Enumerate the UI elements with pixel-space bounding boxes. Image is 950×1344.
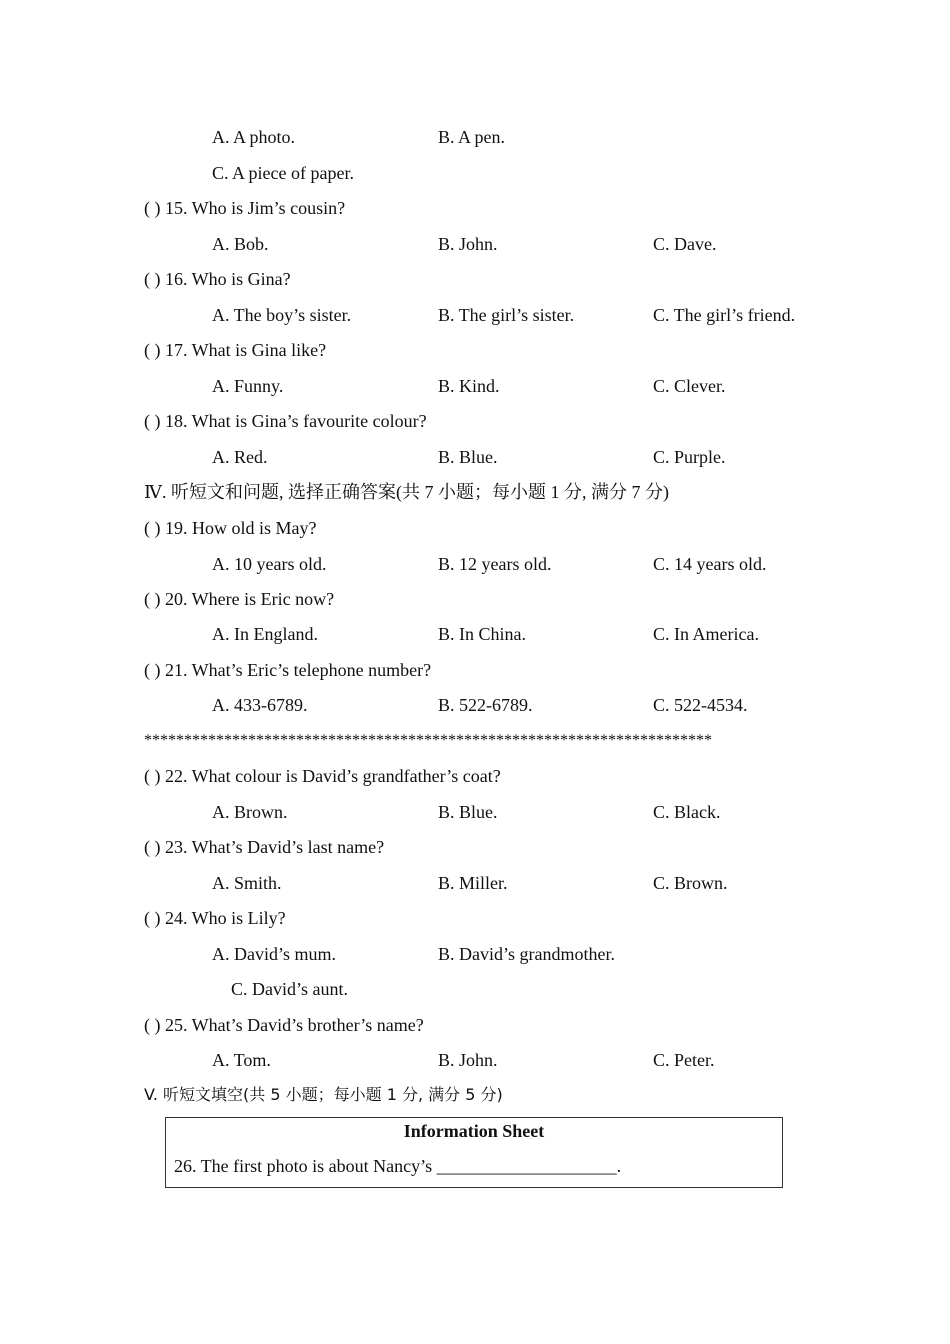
q16-option-b: B. The girl’s sister. bbox=[438, 305, 575, 325]
q21-option-b: B. 522-6789. bbox=[438, 695, 533, 715]
q14-option-b: B. A pen. bbox=[438, 127, 506, 147]
q17-stem: ( ) 17. What is Gina like? bbox=[144, 340, 327, 360]
q15-option-b: B. John. bbox=[438, 234, 498, 254]
q25-option-b: B. John. bbox=[438, 1050, 498, 1070]
q17-option-c: C. Clever. bbox=[653, 376, 726, 396]
q25-stem: ( ) 25. What’s David’s brother’s name? bbox=[144, 1015, 424, 1035]
information-sheet-title: Information Sheet bbox=[403, 1121, 545, 1141]
q21-stem: ( ) 21. What’s Eric’s telephone number? bbox=[144, 660, 432, 680]
q18-option-b: B. Blue. bbox=[438, 447, 498, 467]
q24-option-b: B. David’s grandmother. bbox=[438, 944, 615, 964]
q16-stem: ( ) 16. Who is Gina? bbox=[144, 269, 291, 289]
q15-option-a: A. Bob. bbox=[212, 234, 269, 254]
q23-option-a: A. Smith. bbox=[212, 873, 282, 893]
section-5-heading: V. 听短文填空(共 5 小题；每小题 1 分, 满分 5 分) bbox=[144, 1085, 503, 1104]
q14-option-a: A. A photo. bbox=[212, 127, 296, 147]
q20-option-a: A. In England. bbox=[212, 624, 318, 644]
q25-option-c: C. Peter. bbox=[653, 1050, 715, 1070]
q19-option-c: C. 14 years old. bbox=[653, 554, 767, 574]
q26-fill-in-line: 26. The first photo is about Nancy’s ____________________. bbox=[174, 1156, 622, 1176]
q24-stem: ( ) 24. Who is Lily? bbox=[144, 908, 286, 928]
asterisk-separator: *********************************************************************** bbox=[144, 732, 712, 749]
q23-stem: ( ) 23. What’s David’s last name? bbox=[144, 837, 385, 857]
q22-option-a: A. Brown. bbox=[212, 802, 288, 822]
q21-option-a: A. 433-6789. bbox=[212, 695, 308, 715]
q20-option-c: C. In America. bbox=[653, 624, 759, 644]
q22-stem: ( ) 22. What colour is David’s grandfather’s coat? bbox=[144, 766, 501, 786]
q16-option-a: A. The boy’s sister. bbox=[212, 305, 352, 325]
q17-option-a: A. Funny. bbox=[212, 376, 284, 396]
q18-option-a: A. Red. bbox=[212, 447, 268, 467]
q19-option-a: A. 10 years old. bbox=[212, 554, 327, 574]
information-sheet-box bbox=[165, 1117, 783, 1188]
q15-option-c: C. Dave. bbox=[653, 234, 717, 254]
q24-option-c: C. David’s aunt. bbox=[231, 979, 348, 999]
q19-stem: ( ) 19. How old is May? bbox=[144, 518, 317, 538]
q22-option-b: B. Blue. bbox=[438, 802, 498, 822]
q19-option-b: B. 12 years old. bbox=[438, 554, 552, 574]
q21-option-c: C. 522-4534. bbox=[653, 695, 748, 715]
q14-option-c: C. A piece of paper. bbox=[212, 163, 354, 183]
q25-option-a: A. Tom. bbox=[212, 1050, 271, 1070]
q20-stem: ( ) 20. Where is Eric now? bbox=[144, 589, 335, 609]
q18-stem: ( ) 18. What is Gina’s favourite colour? bbox=[144, 411, 427, 431]
q23-option-c: C. Brown. bbox=[653, 873, 728, 893]
section-4-heading: Ⅳ. 听短文和问题, 选择正确答案(共 7 小题；每小题 1 分, 满分 7 分) bbox=[144, 482, 669, 502]
q22-option-c: C. Black. bbox=[653, 802, 721, 822]
q23-option-b: B. Miller. bbox=[438, 873, 508, 893]
q20-option-b: B. In China. bbox=[438, 624, 526, 644]
q24-option-a: A. David’s mum. bbox=[212, 944, 336, 964]
q16-option-c: C. The girl’s friend. bbox=[653, 305, 796, 325]
q15-stem: ( ) 15. Who is Jim’s cousin? bbox=[144, 198, 346, 218]
q18-option-c: C. Purple. bbox=[653, 447, 726, 467]
q17-option-b: B. Kind. bbox=[438, 376, 500, 396]
